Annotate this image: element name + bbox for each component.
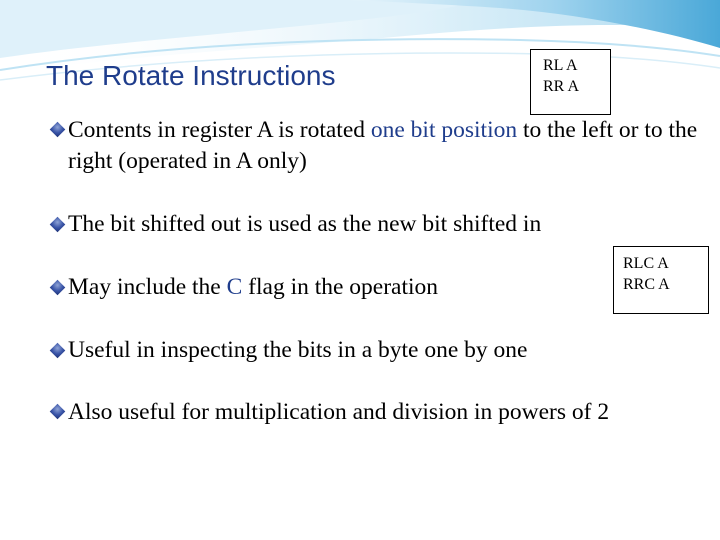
bullet-text: is rotated (272, 117, 371, 143)
slide-title: The Rotate Instructions (46, 60, 336, 91)
bullet-item (68, 335, 698, 366)
header-swoosh-decoration (0, 0, 720, 110)
bullet-text: Contents in register (68, 117, 257, 143)
code-line: RR A (543, 78, 580, 95)
bullet-text: Also useful for multiplication and division in powers of 2 (68, 399, 610, 425)
bullet-text: A (235, 148, 252, 174)
bullet-text: Useful in inspecting the bits in a byte one by one (68, 337, 528, 363)
bullet-diamond-icon (50, 280, 66, 296)
bullet-text: to the left or to the right (operated in (68, 117, 698, 174)
bullet-diamond-icon (50, 343, 66, 359)
code-line: RLC A (623, 255, 669, 272)
bullet-text: The bit shifted out is used as the new bit shifted in (68, 211, 542, 237)
highlighted-text: one bit position (370, 117, 518, 143)
bullet-diamond-icon (50, 404, 66, 420)
code-box-rl-rr (530, 49, 611, 115)
bullet-diamond-icon (50, 122, 66, 138)
bullet-item (68, 209, 698, 240)
bullet-item (68, 115, 698, 177)
highlighted-text: C (226, 274, 243, 300)
bullet-diamond-icon (50, 217, 66, 233)
bullet-text: flag in the operation (242, 274, 439, 300)
bullet-text: only) (251, 148, 307, 174)
bullet-item (68, 397, 698, 428)
bullet-text: A (256, 117, 273, 143)
bullet-item (68, 272, 698, 303)
bullet-text: May include the (68, 274, 227, 300)
code-line: RRC A (623, 276, 670, 293)
code-line: RL A (543, 57, 578, 74)
